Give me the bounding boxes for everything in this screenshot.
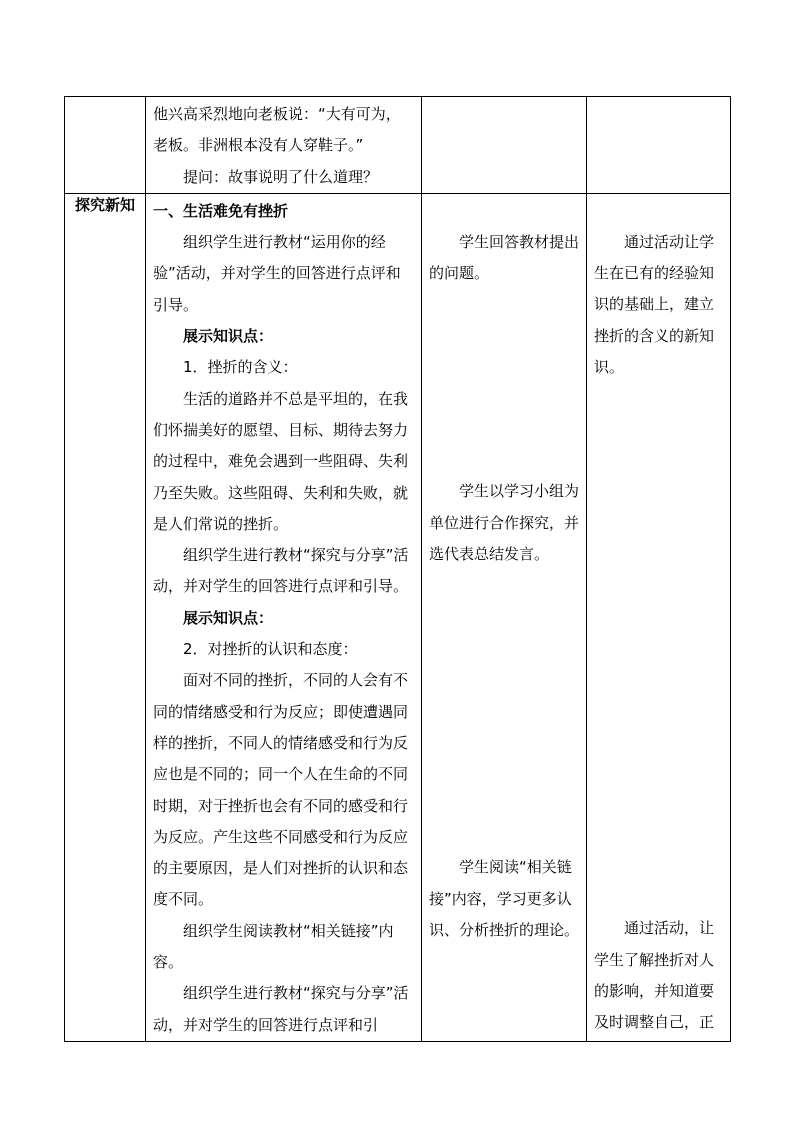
student-activity-text: 学生阅读“相关链接”内容，学习更多认识、分析挫折的理论。 [429,858,580,939]
activity-paragraph: 组织学生进行教材“运用你的经验”活动，并对学生的回答进行点评和引导。 [153,233,401,314]
lesson-plan-table [64,96,731,1042]
table-row [65,193,731,1041]
knowledge-point-body: 面对不同的挫折，不同的人会有不同的情绪感受和行为反应；即使遭遇同样的挫折，不同人的情绪感受和行为反应也是不同的；同一个人在生命的不同时期，对于挫折也会有不同的感受和行为反应。产生这些不同感受和行为反应的主要原因，是人们对挫折的认识和态度不同。 [153,671,409,909]
question-text: 提问：故事说明了什么道理？ [183,167,379,186]
design-intent-text: 通过活动，让学生了解挫折对人的影响，并知道要及时调整自己，正 [594,919,715,1032]
knowledge-heading: 展示知识点： [183,327,274,346]
student-activity-text: 学生回答教材提出的问题。 [429,232,580,283]
row2-student-cell [422,193,587,1041]
row1-section-cell [65,97,146,194]
activity-paragraph: 组织学生进行教材“探究与分享”活动，并对学生的回答进行点评和引 [153,984,409,1034]
activity-paragraph: 组织学生阅读教材“相关链接”内容。 [153,921,394,972]
row2-intent-cell [587,193,731,1041]
activity-paragraph: 组织学生进行教材“探究与分享”活动，并对学生的回答进行点评和引导。 [153,546,409,596]
row1-intent-cell [587,97,731,194]
knowledge-point-title: 2．对挫折的认识和态度： [183,640,358,659]
design-intent-text: 通过活动让学生在已有的经验知识的基础上，建立挫折的含义的新知识。 [594,232,715,377]
knowledge-point-title: 1．挫折的含义： [183,358,298,377]
knowledge-point-body: 生活的道路并不总是平坦的，在我们怀揣美好的愿望、目标、期待去努力的过程中，难免会遇到一些阻碍、失利乃至失败。这些阻碍、失利和失败，就是人们常说的挫折。 [153,389,409,533]
row1-activity-cell [146,97,422,194]
section-heading: 一、生活难免有挫折 [153,201,289,220]
student-activity-text: 学生以学习小组为单位进行合作探究，并选代表总结发言。 [429,482,580,564]
story-text: 他兴高采烈地向老板说：“大有可为，老板。非洲根本没有人穿鞋子。” [153,105,401,155]
table-row [65,97,731,194]
row1-student-cell [422,97,587,194]
knowledge-heading: 展示知识点： [183,608,274,627]
section-label: 探究新知 [65,193,146,1041]
row2-activity-cell [146,193,422,1041]
